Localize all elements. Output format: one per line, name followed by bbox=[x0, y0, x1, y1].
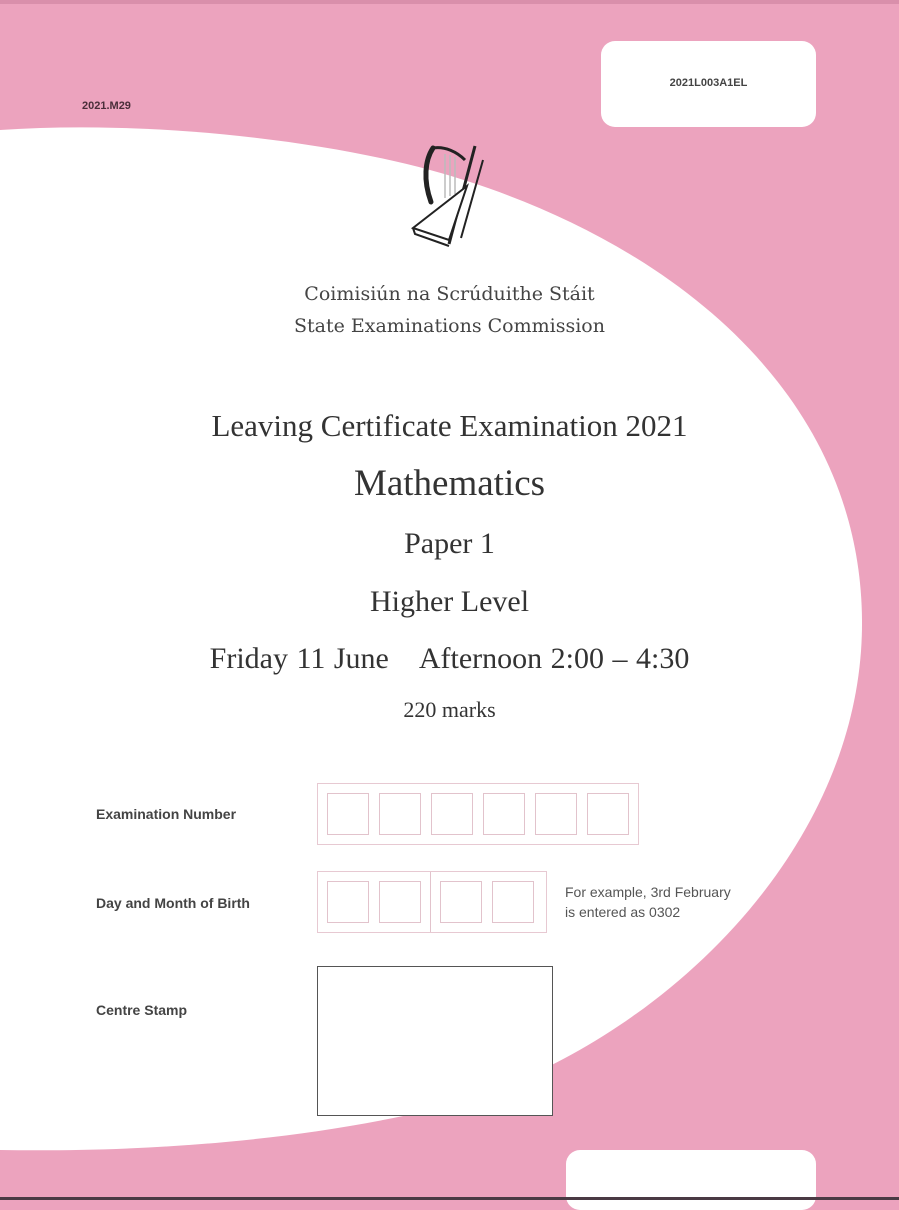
exam-subject: Mathematics bbox=[353, 463, 546, 504]
exam-title: Leaving Certificate Examination 2021 bbox=[211, 408, 688, 443]
exam-number-digit-4[interactable] bbox=[483, 793, 525, 835]
exam-number-digit-1[interactable] bbox=[327, 793, 369, 835]
paper-id-code: 2021L003A1EL bbox=[669, 77, 748, 89]
exam-paper: Paper 1 bbox=[404, 527, 495, 560]
exam-number-field[interactable] bbox=[317, 783, 639, 845]
exam-time: Afternoon 2:00 – 4:30 bbox=[418, 642, 690, 675]
exam-day: Friday 11 June bbox=[209, 642, 389, 675]
dob-label: Day and Month of Birth bbox=[96, 895, 250, 911]
exam-number-label: Examination Number bbox=[96, 806, 237, 822]
paper-id-box bbox=[601, 41, 816, 127]
centre-stamp-box bbox=[317, 966, 553, 1116]
paper-code-label: 2021.M29 bbox=[82, 100, 131, 112]
dob-month-digit-2[interactable] bbox=[492, 881, 534, 923]
exam-schedule bbox=[0, 642, 899, 676]
centre-stamp-label: Centre Stamp bbox=[96, 1002, 188, 1018]
exam-number-digit-5[interactable] bbox=[535, 793, 577, 835]
harp-book-icon bbox=[405, 140, 495, 250]
dob-month-digit-1[interactable] bbox=[440, 881, 482, 923]
org-name-english: State Examinations Commission bbox=[294, 315, 605, 337]
dob-day-digit-1[interactable] bbox=[327, 881, 369, 923]
dob-divider bbox=[430, 872, 431, 932]
exam-number-digit-3[interactable] bbox=[431, 793, 473, 835]
dob-field[interactable] bbox=[317, 871, 547, 933]
top-edge-shade bbox=[0, 0, 899, 4]
bottom-white-box bbox=[566, 1150, 816, 1210]
exam-number-digit-2[interactable] bbox=[379, 793, 421, 835]
exam-marks: 220 marks bbox=[403, 697, 496, 722]
org-name-irish: Coimisiún na Scrúduithe Stáit bbox=[304, 283, 595, 305]
dob-example-hint: For example, 3rd February is entered as 0302 bbox=[565, 884, 731, 920]
exam-level: Higher Level bbox=[369, 585, 530, 618]
dob-day-digit-2[interactable] bbox=[379, 881, 421, 923]
exam-number-digit-6[interactable] bbox=[587, 793, 629, 835]
